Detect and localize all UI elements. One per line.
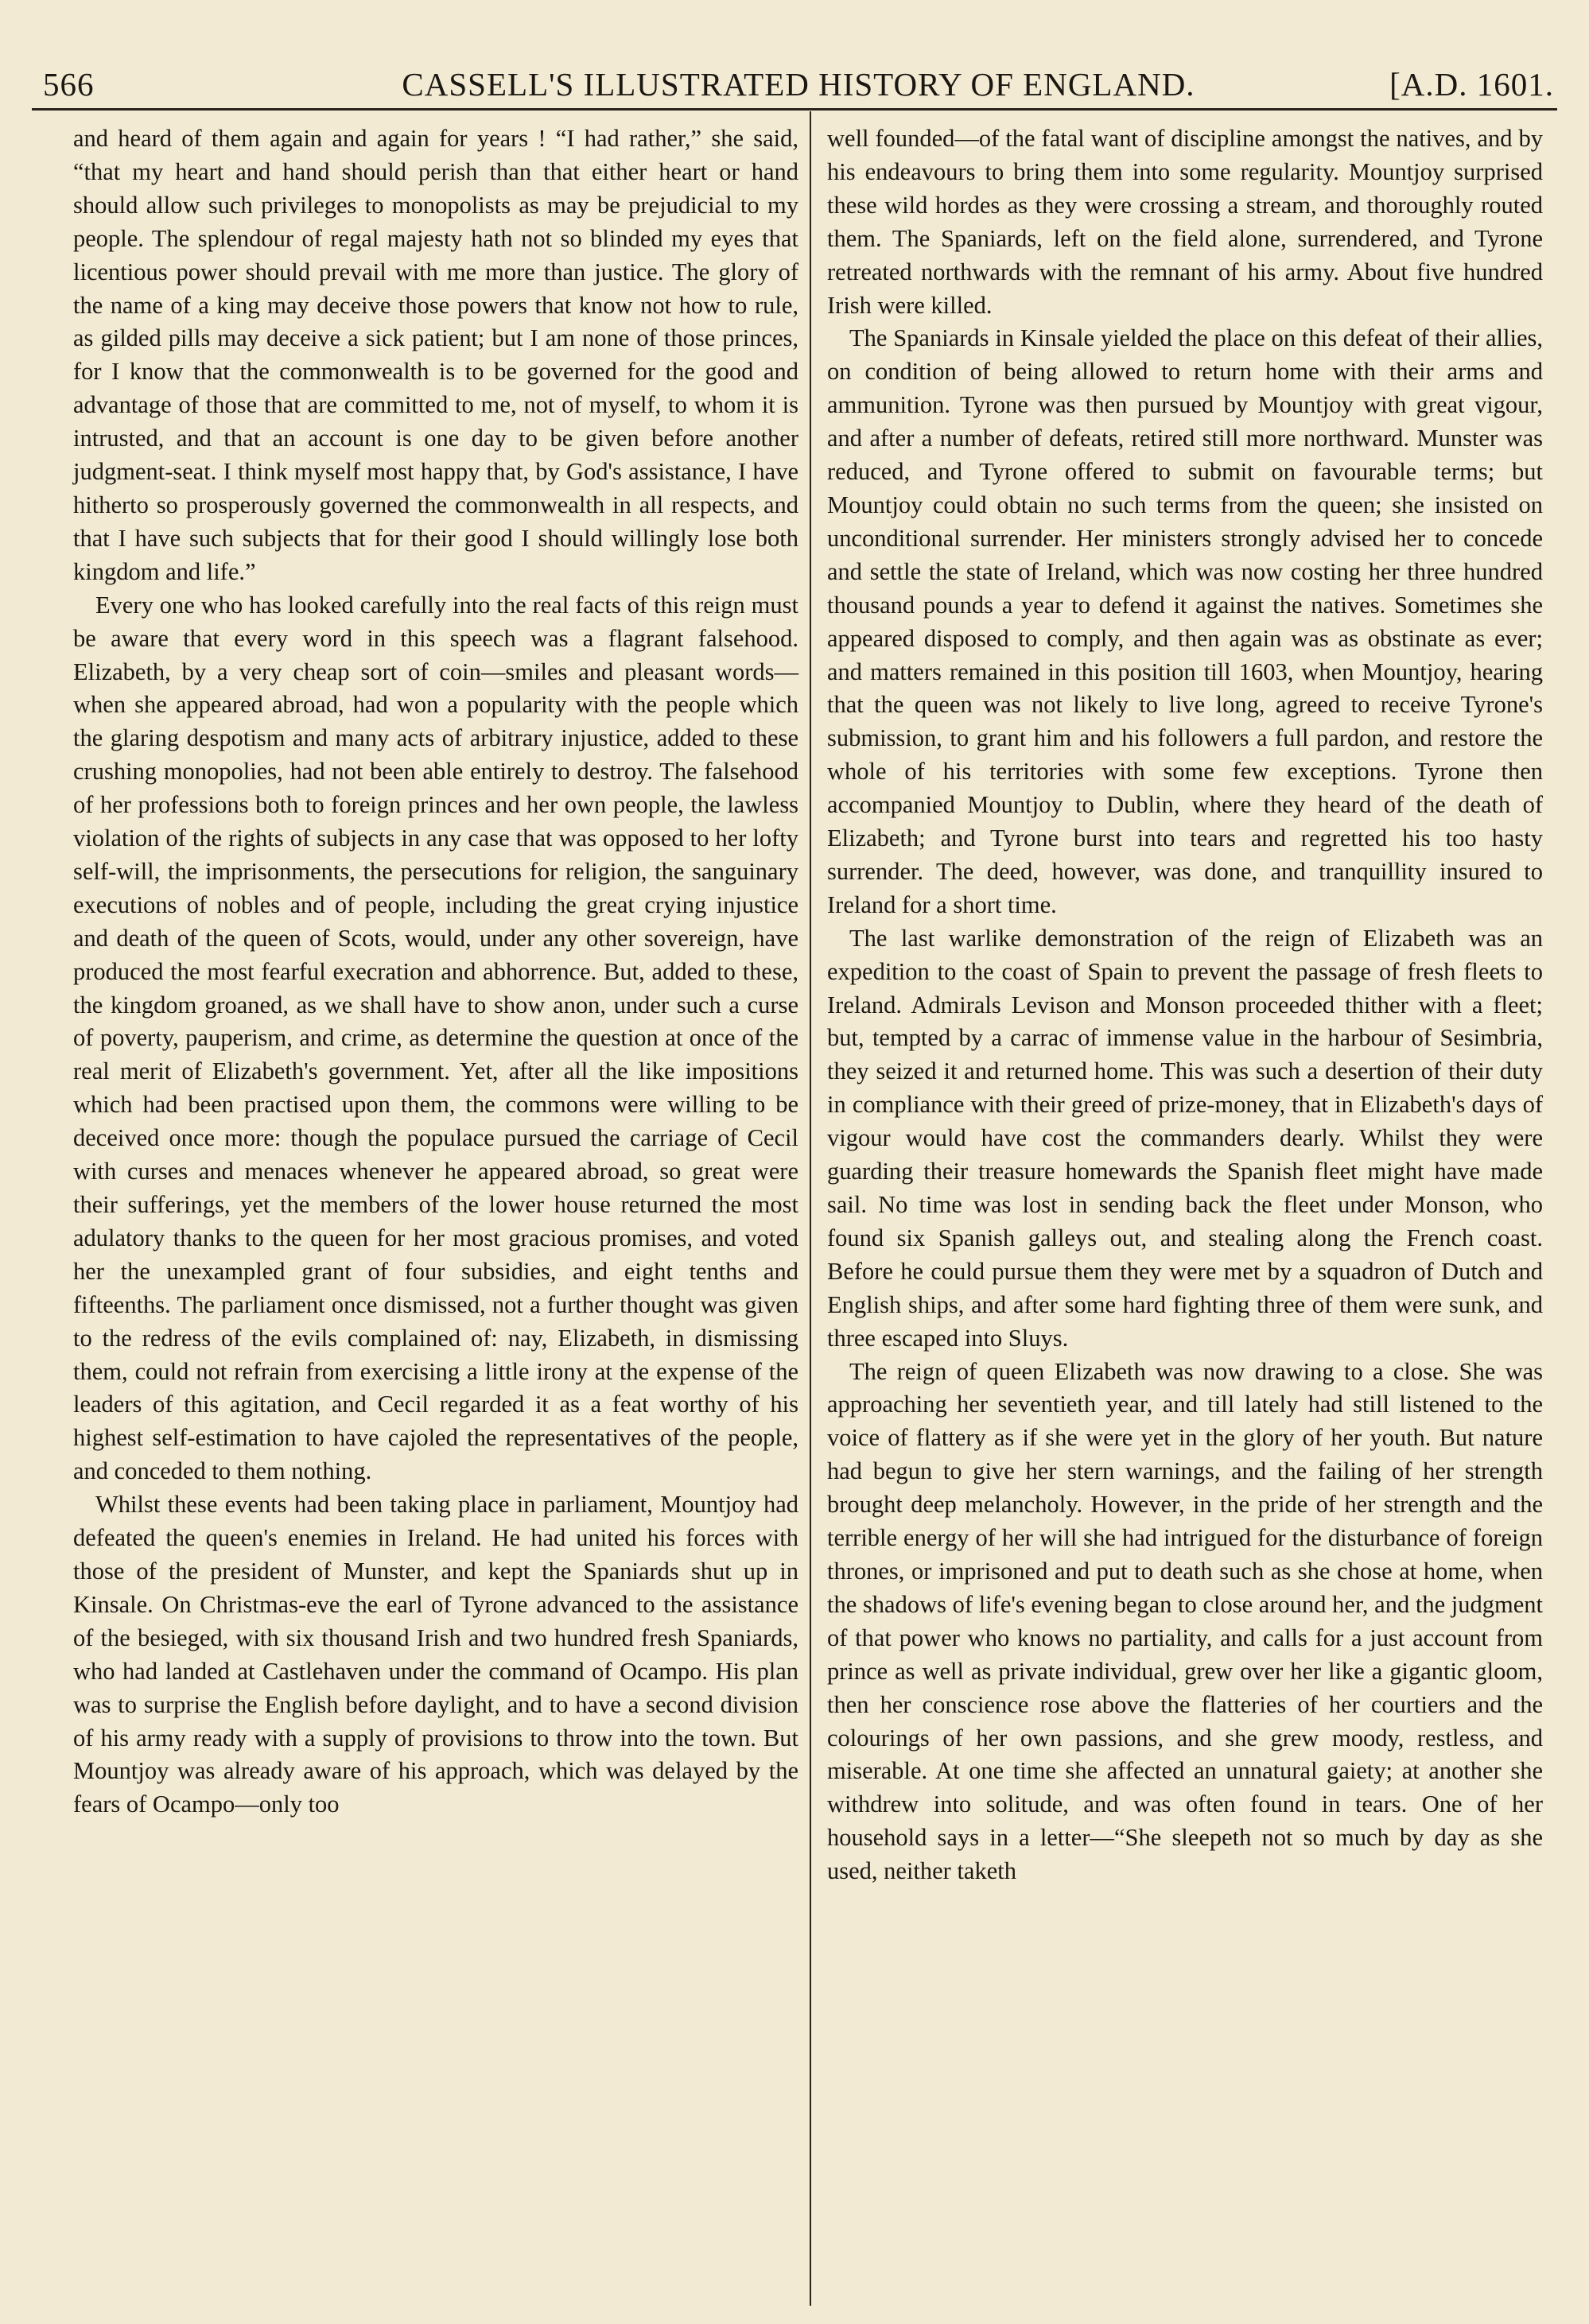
header-date: [A.D. 1601.: [1389, 66, 1554, 103]
right-column: [827, 122, 1543, 1888]
paragraph: The reign of queen Elizabeth was now drawing to a close. She was approaching her seventieth year, and till lately had still listened to the voice of flattery as if she were yet in the glory of her youth. But nature had begun to give her stern warnings, and the failing of her strength brought deep melancholy. However, in the pride of her strength and the terrible energy of her will she had intrigued for the disturbance of foreign thrones, or imprisoned and put to death such as she chose at home, when the shadows of life's evening began to close around her, and the judgment of that power who knows no partiality, and calls for a just account from prince as well as private individual, grew over her like a gigantic gloom, then her conscience rose above the flatteries of her courtiers and the colourings of her own passions, and she grew moody, restless, and miserable. At one time she affected an unnatural gaiety; at another she withdrew into solitude, and was often found in tears. One of her household says in a letter—“She sleepeth not so much by day as she used, neither taketh: [827, 1357, 1543, 1885]
paragraph: and heard of them again and again for years ! “I had rather,” she said, “that my heart and hand should perish than that either heart or hand should allow such privileges to monopolists as may be prejudicial to my people. The splendour of regal majesty hath not so blinded my eyes that licentious power should prevail with me more than justice. The glory of the name of a king may deceive those powers that know not how to rule, as gilded pills may deceive a sick patient; but I am none of those princes, for I know that the commonwealth is to be governed for the good and advantage of those that are committed to me, not of myself, to whom it is intrusted, and that an account is one day to be given before another judgment-seat. I think myself most happy that, by God's assistance, I have hitherto so prosperously governed the commonwealth in all respects, and that I have such subjects that for their good I should willingly lose both kingdom and life.”: [73, 125, 798, 585]
page-number: 566: [43, 66, 95, 103]
paragraph: well founded—of the fatal want of discipline amongst the natives, and by his endeavours to bring them into some regularity. Mountjoy surprised these wild hordes as they were crossing a stream, and thoroughly routed them. The Spaniards, left on the field alone, surrendered, and Tyrone retreated northwards with the remnant of his army. About five hundred Irish were killed.: [827, 125, 1543, 319]
running-header: [43, 65, 1554, 105]
paragraph: Every one who has looked carefully into the real facts of this reign must be aware that every word in this speech was a flagrant falsehood. Elizabeth, by a very cheap sort of coin—smiles and pleasant words—when she appeared abroad, had won a popularity with the people which the glaring despotism and many acts of arbitrary injustice, added to these crushing monopolies, had not been able entirely to destroy. The falsehood of her professions both to foreign princes and her own people, the lawless violation of the rights of subjects in any case that was opposed to her lofty self-will, the imprisonments, the persecutions for religion, the sanguinary executions of nobles and of people, including the great crying injustice and death of the queen of Scots, would, under any other sovereign, have produced the most fearful execration and abhorrence. But, added to these, the kingdom groaned, as we shall have to show anon, under such a curse of poverty, pauperism, and crime, as determine the question at once of the real merit of Elizabeth's government. Yet, after all the like impositions which had been practised upon them, the commons were willing to be deceived once more: though the populace pursued the carriage of Cecil with curses and menaces whenever he appeared abroad, so great were their sufferings, yet the members of the lower house returned the most adulatory thanks to the queen for her most gracious promises, and voted her the unexampled grant of four subsidies, and eight tenths and fifteenths. The parliament once dismissed, not a further thought was given to the redress of the evils complained of: nay, Elizabeth, in dismissing them, could not refrain from exercising a little irony at the expense of the leaders of this agitation, and Cecil regarded it as a feat worthy of his highest self-estimation to have cajoled the representatives of the people, and conceded to them nothing.: [73, 591, 798, 1485]
header-rule: [32, 108, 1557, 111]
column-divider: [810, 111, 811, 2306]
left-column: [73, 122, 798, 1822]
paragraph: The Spaniards in Kinsale yielded the place on this defeat of their allies, on condition of being allowed to return home with their arms and ammunition. Tyrone was then pursued by Mountjoy with great vigour, and after a number of defeats, retired still more northward. Munster was reduced, and Tyrone offered to submit on favourable terms; but Mountjoy could obtain no such terms from the queen; she insisted on unconditional surrender. Her ministers strongly advised her to concede and settle the state of Ireland, which was now costing her three hundred thousand pounds a year to defend it against the natives. Sometimes she appeared disposed to comply, and then again was as obstinate as ever; and matters remained in this position till 1603, when Mountjoy, hearing that the queen was not likely to live long, agreed to receive Tyrone's submission, to grant him and his followers a full pardon, and restore the whole of his territories with some few exceptions. Tyrone then accompanied Mountjoy to Dublin, where they heard of the death of Elizabeth; and Tyrone burst into tears and regretted his too hasty surrender. The deed, however, was done, and tranquillity insured to Ireland for a short time.: [827, 324, 1543, 918]
paragraph: The last warlike demonstration of the reign of Elizabeth was an expedition to the coast of Spain to prevent the passage of fresh fleets to Ireland. Admirals Levison and Monson proceeded thither with a fleet; but, tempted by a carrac of immense value in the harbour of Sesimbria, they seized it and returned home. This was such a desertion of their duty in compliance with their greed of prize-money, that in Elizabeth's days of vigour would have cost the commanders dearly. Whilst they were guarding their treasure homewards the Spanish fleet might have made sail. No time was lost in sending back the fleet under Monson, who found six Spanish galleys out, and stealing along the French coast. Before he could pursue them they were met by a squadron of Dutch and English ships, and after some hard fighting three of them were sunk, and three escaped into Sluys.: [827, 924, 1543, 1352]
book-title: CASSELL'S ILLUSTRATED HISTORY OF ENGLAND.: [402, 66, 1195, 103]
paragraph: Whilst these events had been taking place in parliament, Mountjoy had defeated the queen's enemies in Ireland. He had united his forces with those of the president of Munster, and kept the Spaniards shut up in Kinsale. On Christmas-eve the earl of Tyrone advanced to the assistance of the besieged, with six thousand Irish and two hundred fresh Spaniards, who had landed at Castlehaven under the command of Ocampo. His plan was to surprise the English before daylight, and to have a second division of his army ready with a supply of provisions to throw into the town. But Mountjoy was already aware of his approach, which was delayed by the fears of Ocampo—only too: [73, 1491, 798, 1818]
